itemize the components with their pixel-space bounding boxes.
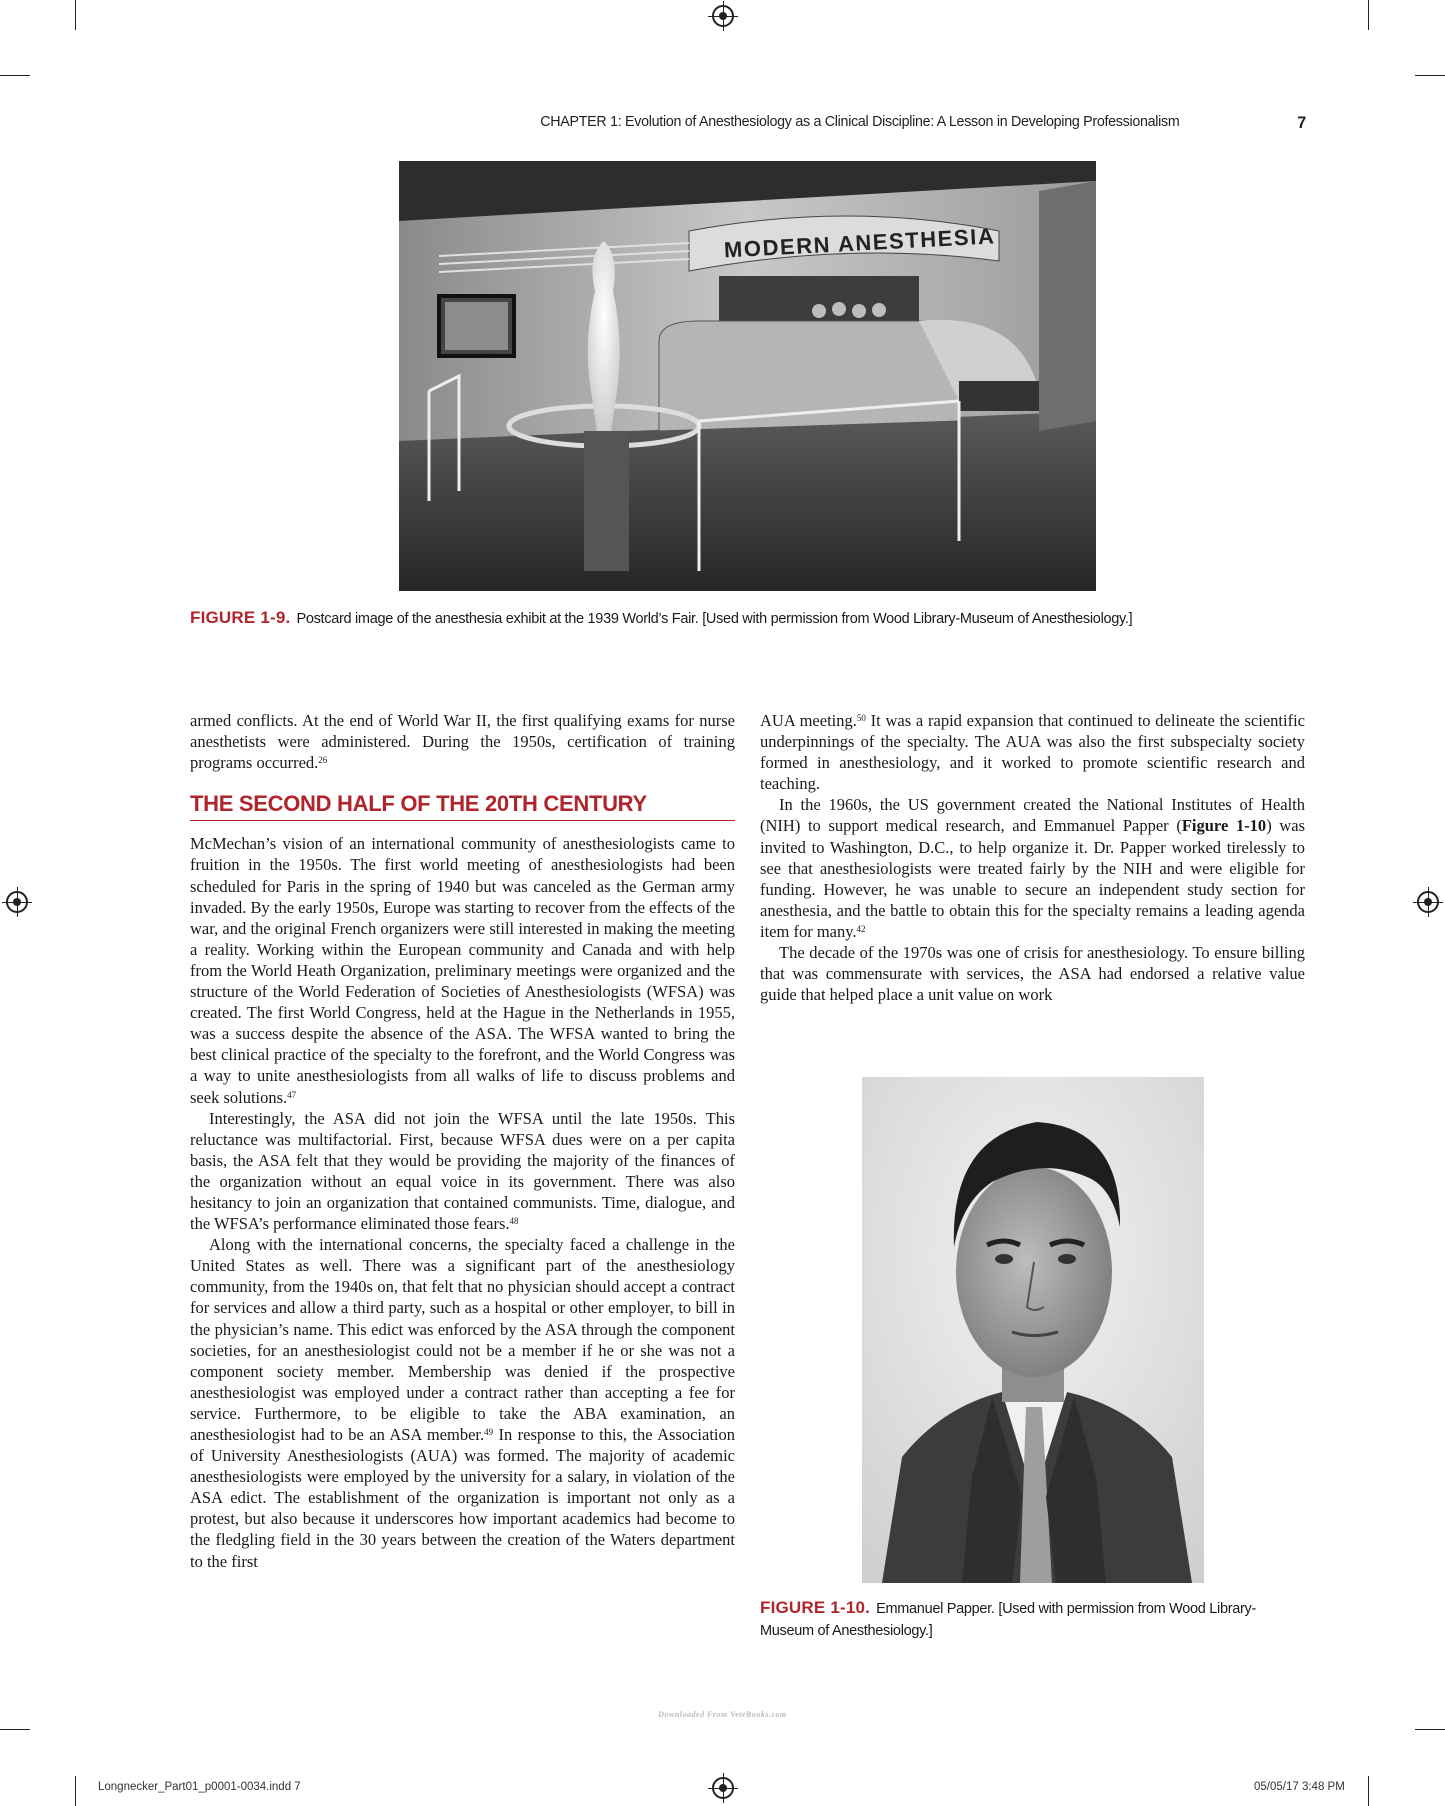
figure-1-9-photo: [399, 161, 1096, 591]
figure-1-9-caption: [190, 607, 1190, 630]
reference-number: 49: [484, 1427, 494, 1437]
figure-reference: Figure 1-10: [1181, 816, 1267, 836]
crop-mark: [75, 1776, 76, 1806]
registration-mark-icon: [712, 1777, 734, 1799]
paragraph-text: The decade of the 1970s was one of crisis for anesthesiology. To ensure billing that was commensurate with services, the ASA had endorsed a relative value guide that helped place a unit value on work: [760, 943, 1305, 1005]
watermark: Downloaded From VeteBooks.com: [658, 1710, 787, 1719]
paragraph: [190, 833, 735, 1107]
crop-mark: [0, 1729, 30, 1730]
paragraph-text: AUA meeting.: [760, 711, 857, 730]
paragraph: [760, 710, 1305, 794]
reference-number: 47: [287, 1089, 297, 1100]
paragraph-text: McMechan’s vision of an international community of anesthesiologists came to fruition in the 1950s. The first world meeting of anesthesiologists had been scheduled for Paris in the spring of 1940 but was canceled as the German army invaded. By the early 1950s, Europe was starting to recover from the effects of the war, and the original French organizers were still interested in making the meeting a reality. Working within the European community and Canada and with help from the World Heath Organization, preliminary meetings were organized and the structure of the World Federation of Societies of Anesthesiologists (WFSA) was created. The first World Congress, held at the Hague in the Netherlands in 1955, was a success despite the absence of the ASA. The WFSA wanted to bring the best clinical practice of the specialty to the forefront, and the World Congress was a way to unite anesthesiologists from all walks of life to discuss problems and seek solutions.: [190, 834, 735, 1107]
right-column: [760, 710, 1305, 1005]
paragraph-text: In response to this, the Association of University Anesthesiologists (AUA) was formed. The majority of academic anesthesiologists were employed by the university for a salary, in violation of the ASA edict. The establishment of the organization is important not only as a protest, but also because it underscores how important academics had become to the fledgling field in the 30 years between the creation of the Waters department to the first: [190, 1425, 736, 1571]
crop-mark: [1415, 75, 1445, 76]
portrait-illustration: [862, 1077, 1204, 1583]
paragraph-text: Along with the international concerns, the specialty faced a challenge in the United States as well. There was a significant part of the anesthesiology community, from the 1940s on, that felt that no physician should accept a contract for services and allow a third party, such as a hospital or other employer, to bill in the physician’s name. This edict was enforced by the ASA through the component societies, for an anesthesiologist could not be a member if he or she was not a component society member. Membership was denied if the prospective anesthesiologist was employed under a contract rather than accepting a fee for service. Furthermore, to be eligible to take the ABA examination, an anesthesiologist had to be an ASA member.: [190, 1235, 735, 1444]
paragraph-text: In the 1960s, the US government created the National Institutes of Health (NIH) to support medical research, and Emmanuel Papper (: [760, 795, 1305, 836]
running-head: [540, 113, 1306, 133]
figure-label: FIGURE 1-10.: [760, 1598, 871, 1617]
chapter-title: CHAPTER 1: Evolution of Anesthesiology as a Clinical Discipline: A Lesson in Developing Professionalism: [540, 113, 1180, 130]
reference-number: 48: [509, 1216, 519, 1227]
figure-label: FIGURE 1-9.: [190, 608, 291, 627]
crop-mark: [1368, 1776, 1369, 1806]
figure-1-10-portrait: [862, 1077, 1204, 1583]
registration-mark-icon: [6, 891, 28, 913]
paragraph: [190, 1234, 735, 1572]
reference-number: 42: [856, 923, 866, 934]
section-heading: THE SECOND HALF OF THE 20TH CENTURY: [190, 793, 735, 821]
reference-number: 50: [856, 713, 866, 723]
caption-text: Postcard image of the anesthesia exhibit at the 1939 World’s Fair. [Used with permission from Wood Library-Museum of Anesthesiology.]: [296, 611, 1133, 627]
paragraph-text: It was a rapid expansion that continued to delineate the scientific underpinnings of the specialty. The AUA was also the first subspecialty society formed in anesthesiology, and it worked to promote scientific research and teaching.: [760, 711, 1305, 794]
registration-mark-icon: [1417, 891, 1439, 913]
paragraph: [190, 710, 735, 773]
left-column: [190, 710, 735, 1572]
paragraph-text: armed conflicts. At the end of World War II, the first qualifying exams for nurse anesthetists were administered. During the 1950s, certification of training programs occurred.: [190, 711, 735, 773]
paragraph: [760, 794, 1305, 942]
crop-mark: [1415, 1729, 1445, 1730]
paragraph: [760, 942, 1305, 1005]
figure-1-10-caption: [760, 1597, 1305, 1642]
paragraph-text: Interestingly, the ASA did not join the WFSA until the late 1950s. This reluctance was multifactorial. First, because WFSA dues were on a per capita basis, the ASA felt that they would be providing the majority of the finances of the organization without an equal voice in its government. There was also hesitancy to join an organization that contained communists. Time, dialogue, and the WFSA’s performance eliminated those fears.: [190, 1108, 735, 1234]
caption-text: Emmanuel Papper. [Used with permission from Wood Library-Museum of Anesthesiology.]: [760, 1601, 1257, 1639]
exhibit-illustration: [399, 161, 1096, 591]
reference-number: 26: [318, 755, 328, 766]
crop-mark: [1368, 0, 1369, 30]
file-slug: Longnecker_Part01_p0001-0034.indd 7: [98, 1781, 301, 1793]
crop-mark: [75, 0, 76, 30]
sign-text: MODERN ANESTHESIA: [723, 223, 995, 263]
paragraph-text: ) was invited to Washington, D.C., to help organize it. Dr. Papper worked tirelessly to see that anesthesiologists were treated fairly by the NIH and were eligible for funding. However, he was unable to secure an independent study section for anesthesia, and the battle to obtain this for the specialty remains a leading agenda item for many.: [760, 816, 1306, 941]
registration-mark-icon: [712, 5, 734, 27]
crop-mark: [0, 75, 30, 76]
paragraph: [190, 1108, 735, 1235]
page-number: 7: [1297, 113, 1306, 132]
date-slug: 05/05/17 3:48 PM: [1254, 1781, 1345, 1793]
